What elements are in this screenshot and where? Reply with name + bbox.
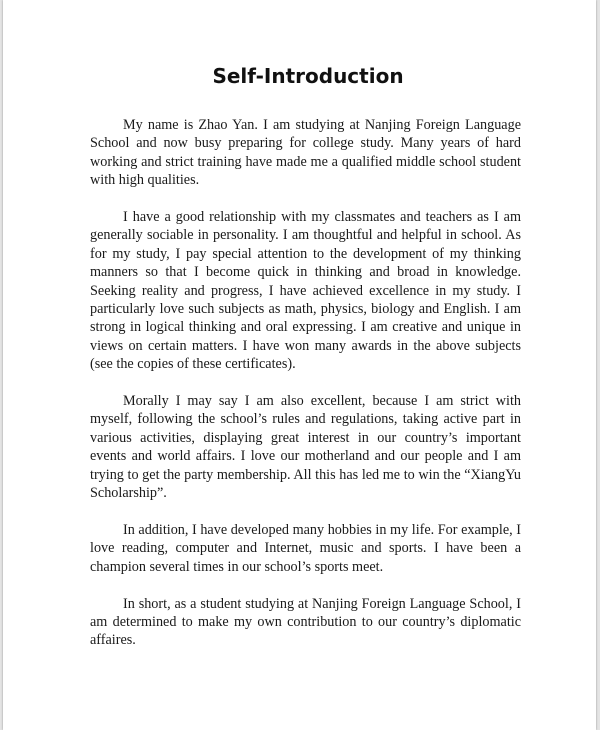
paragraph-introduction: My name is Zhao Yan. I am studying at Nanjing Foreign Language School and now busy preparing for college study. Many years of hard working and strict training have made me a qualified middle school student with high qualities. bbox=[90, 117, 521, 189]
document-page bbox=[3, 0, 596, 730]
paragraph-conclusion: In short, as a student studying at Nanjing Foreign Language School, I am determined to make my own contribution to our country’s diplomatic affaires. bbox=[90, 595, 521, 649]
paragraph-morality: Morally I may say I am also excellent, because I am strict with myself, following the school’s rules and regulations, taking active part in various activities, displaying great interest in our country’s important events and world affairs. I love our motherland and our people and I am trying to get the party membership. All this has led me to win the “XiangYu Scholarship”. bbox=[90, 393, 521, 502]
paragraph-hobbies: In addition, I have developed many hobbies in my life. For example, I love reading, computer and Internet, music and sports. I have been a champion several times in our school’s sports meet. bbox=[90, 521, 521, 575]
document-title: Self-Introduction bbox=[212, 64, 404, 88]
paragraph-relationships-and-study: I have a good relationship with my classmates and teachers as I am generally sociable in personality. I am thoughtful and helpful in school. As for my study, I pay special attention to the development of my thinking manners so that I become quick in thinking and broad in knowledge. Seeking reality and progress, I have achieved excellence in my study. I particularly love such subjects as math, physics, biology and English. I am strong in logical thinking and oral expressing. I am creative and unique in views on certain matters. I have won many awards in the above subjects (see the copies of these certificates). bbox=[90, 209, 521, 373]
document-body bbox=[90, 116, 521, 650]
